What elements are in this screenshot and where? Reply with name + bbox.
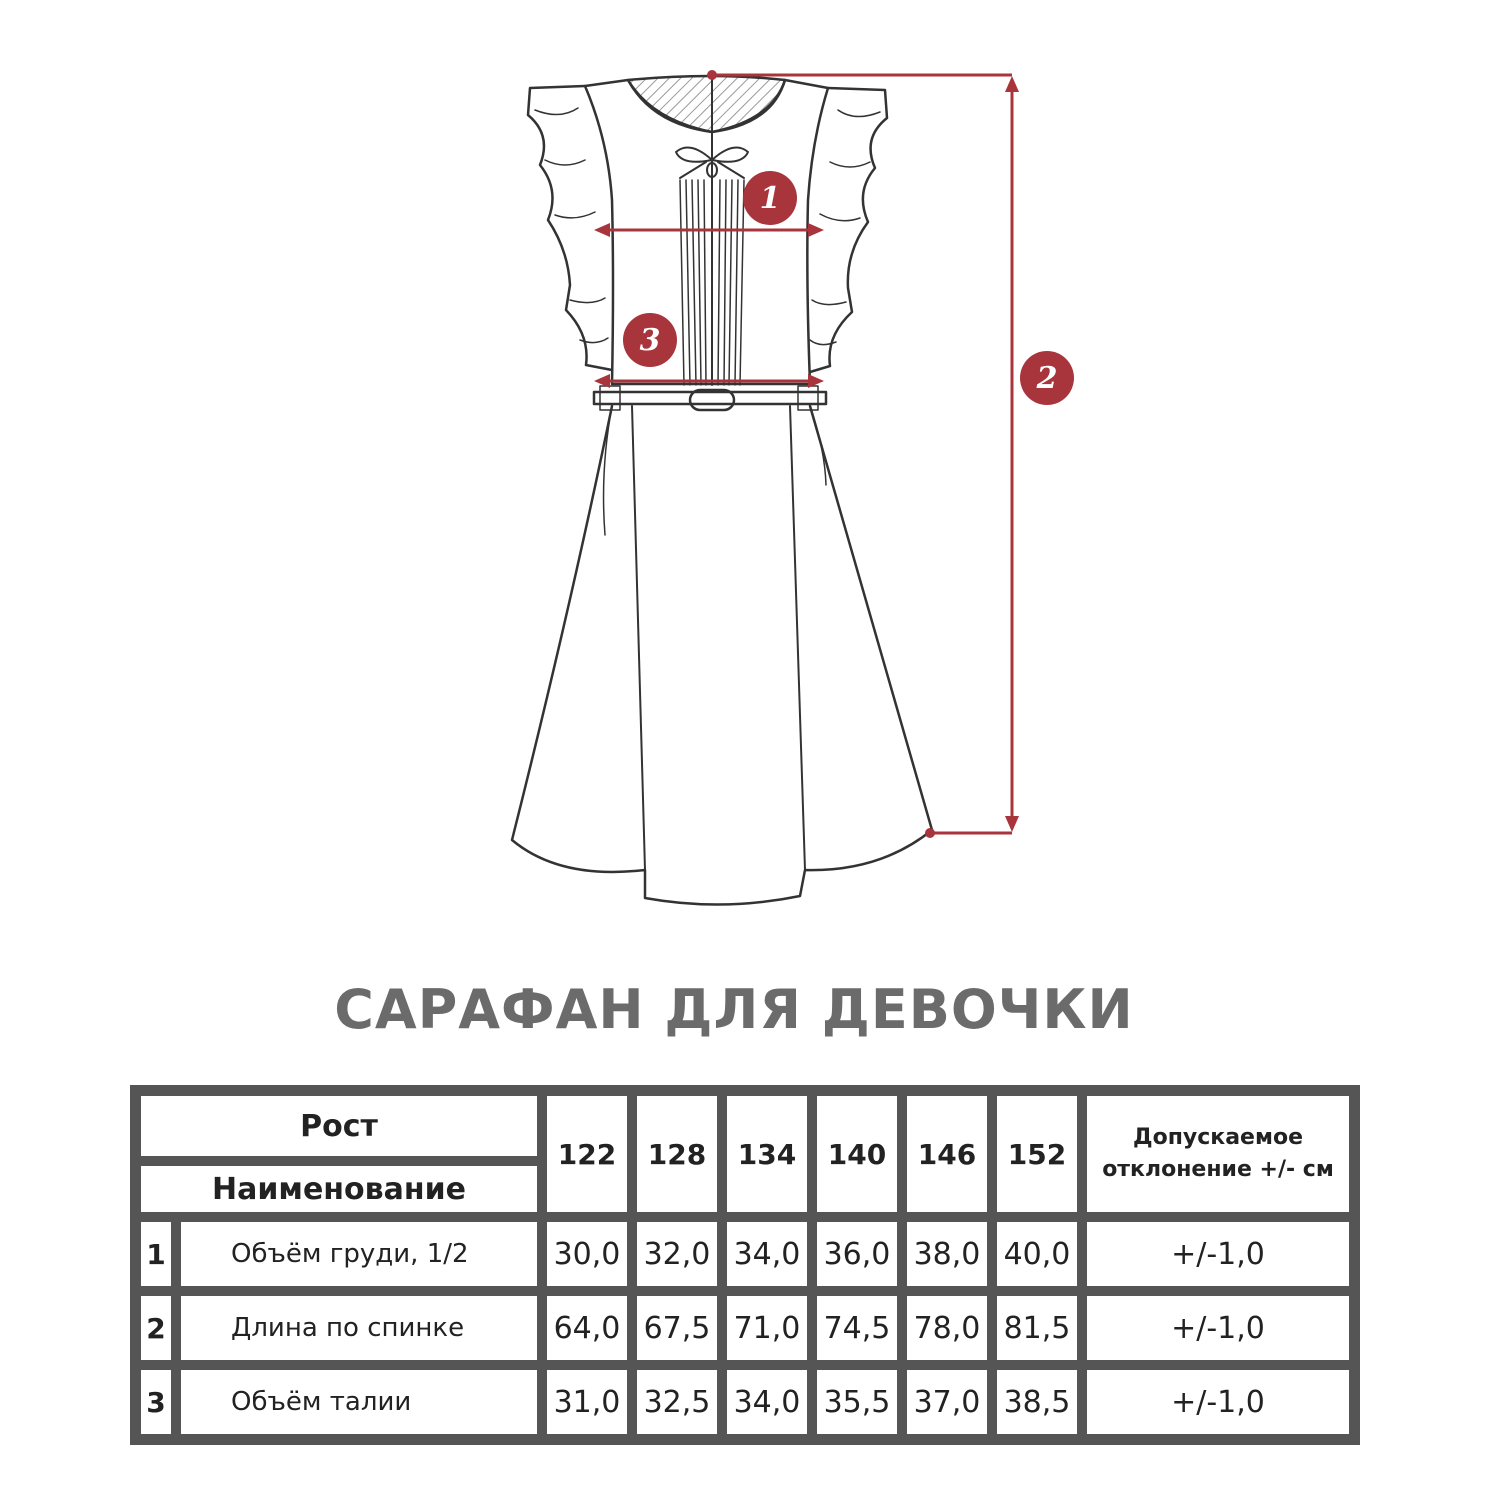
value-cell: 78,0 [902, 1291, 992, 1365]
tolerance-label-line1: Допускаемое [1132, 1125, 1303, 1150]
table-row [136, 1291, 1354, 1365]
value-cell: 38,0 [902, 1217, 992, 1291]
value-cell: 31,0 [542, 1365, 632, 1439]
row-number: 3 [136, 1365, 176, 1439]
value-cell: 37,0 [902, 1365, 992, 1439]
callout-2 [1020, 351, 1074, 405]
size-152: 152 [992, 1091, 1082, 1217]
callout-1 [743, 171, 797, 225]
measurement-name: Объём груди, 1/2 [176, 1217, 542, 1291]
value-cell: 35,5 [812, 1365, 902, 1439]
callout-3 [623, 313, 677, 367]
measurement-lines [594, 70, 1019, 838]
size-140: 140 [812, 1091, 902, 1217]
measurement-name: Объём талии [176, 1365, 542, 1439]
value-cell: 34,0 [722, 1365, 812, 1439]
belt [594, 392, 826, 404]
value-cell: 64,0 [542, 1291, 632, 1365]
tolerance-cell: +/-1,0 [1082, 1217, 1354, 1291]
size-table [130, 1085, 1360, 1445]
callout-3-label: 3 [639, 323, 661, 358]
skirt-outline [512, 406, 932, 905]
size-146: 146 [902, 1091, 992, 1217]
callout-1-label: 1 [759, 181, 781, 216]
value-cell: 74,5 [812, 1291, 902, 1365]
tolerance-cell: +/-1,0 [1082, 1291, 1354, 1365]
value-cell: 36,0 [812, 1217, 902, 1291]
value-cell: 40,0 [992, 1217, 1082, 1291]
value-cell: 81,5 [992, 1291, 1082, 1365]
value-cell: 67,5 [632, 1291, 722, 1365]
value-cell: 32,0 [632, 1217, 722, 1291]
size-122: 122 [542, 1091, 632, 1217]
tolerance-header [1082, 1091, 1354, 1217]
row-number: 2 [136, 1291, 176, 1365]
callout-2-label: 2 [1036, 361, 1058, 396]
measurement-name: Длина по спинке [176, 1291, 542, 1365]
table-row [136, 1365, 1354, 1439]
size-134: 134 [722, 1091, 812, 1217]
row-number: 1 [136, 1217, 176, 1291]
neckline-back [628, 76, 785, 132]
value-cell: 32,5 [632, 1365, 722, 1439]
name-label: Наименование [136, 1161, 542, 1217]
value-cell: 34,0 [722, 1217, 812, 1291]
page-title: САРАФАН ДЛЯ ДЕВОЧКИ [334, 978, 1134, 1041]
value-cell: 71,0 [722, 1291, 812, 1365]
value-cell: 30,0 [542, 1217, 632, 1291]
tolerance-cell: +/-1,0 [1082, 1365, 1354, 1439]
size-128: 128 [632, 1091, 722, 1217]
table-row [136, 1217, 1354, 1291]
value-cell: 38,5 [992, 1365, 1082, 1439]
height-label: Рост [136, 1091, 542, 1161]
header-row-height [136, 1091, 1354, 1161]
tolerance-label-line2: отклонение +/- см [1102, 1157, 1334, 1182]
